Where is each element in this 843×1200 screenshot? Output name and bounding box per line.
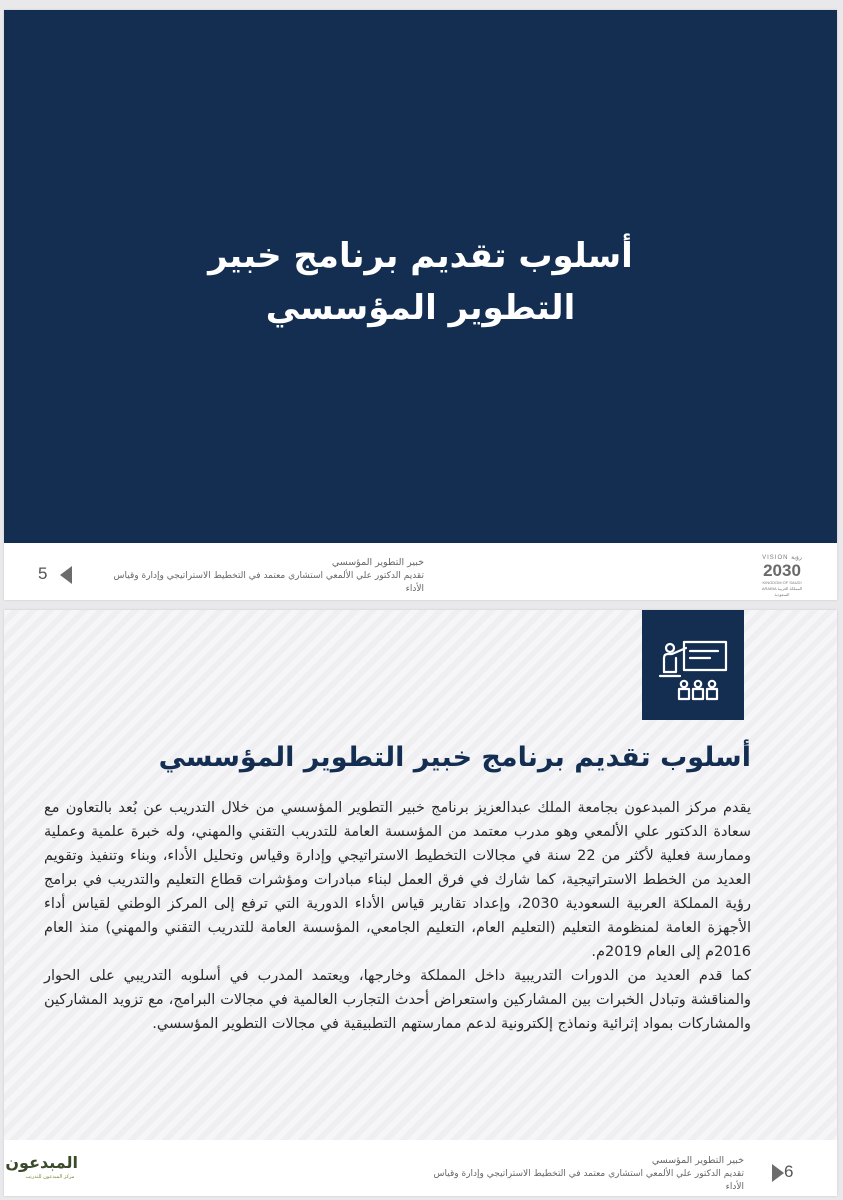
vision-logo-top: VISION رؤية xyxy=(762,555,802,561)
footer-caption xyxy=(414,1154,744,1194)
footer-program-name: خبير التطوير المؤسسي xyxy=(651,1155,744,1166)
cover-panel xyxy=(4,10,837,543)
section-heading: أسلوب تقديم برنامج خبير التطوير المؤسسي xyxy=(158,742,751,773)
footer-presenter: تقديم الدكتور علي الألمعي استشاري معتمد في التخطيط الاستراتيجي وإدارة وقياس الأداء xyxy=(433,1169,744,1192)
presentation-teacher-icon xyxy=(658,638,728,702)
vision-2030-logo xyxy=(757,554,807,597)
page-number: 5 xyxy=(38,564,48,583)
cover-title xyxy=(64,230,777,334)
page-number: 6 xyxy=(784,1162,794,1181)
triangle-marker-icon xyxy=(772,1164,784,1182)
page-number-marker xyxy=(772,1160,832,1186)
page-5 xyxy=(4,10,837,600)
paragraph-1: يقدم مركز المبدعون بجامعة الملك عبدالعزيز برنامج خبير التطوير المؤسسي من خلال التدريب عن بُعد بالتعاون مع سعادة الدكتور علي الألمعي وهو مدرب معتمد من المؤسسة العامة للتدريب التقني والمهني، وله خبرة علمية وعملية وممارسة فعلية لأكثر من 22 سنة في مجالات التخطيط الاستراتيجي وإدارة وقياس وتحليل الأداء، وبناء وتنفيذ وتقويم العديد من الخطط الاستراتيجية، كما شارك في فرق العمل لبناء مبادرات ومؤشرات قطاع التعليم والتدريب في برامج رؤية المملكة العربية السعودية 2030، وإعداد تقارير قياس الأداء الدورية التي ترفع إلى المركز الوطني لقياس أداء الأجهزة العامة لمنظومة التعليم (التعليم العام، التعليم الجامعي، المؤسسة العامة للتدريب التقني والمهني) منذ العام 2016م إلى العام 2019م. xyxy=(44,800,752,960)
body-text xyxy=(44,796,751,1036)
logo-subtext: مركز المبدعون للتدريب xyxy=(25,1174,75,1180)
paragraph-2: كما قدم العديد من الدورات التدريبية داخل المملكة وخارجها، ويعتمد المدرب في أسلوبه التدريبي على الحوار والمناقشة وتبادل الخبرات بين المشاركين واستعراض أحدث التجارب العالمية في مجالات البرامج، مع تزويد المشاركين والمشاركات بمواد إثرائية ونماذج إلكترونية لدعم ممارستهم التطبيقية في مجالات التطوير المؤسسي. xyxy=(44,968,751,1032)
triangle-marker-icon xyxy=(60,566,72,584)
page-footer xyxy=(4,550,837,596)
footer-presenter: تقديم الدكتور علي الألمعي استشاري معتمد في التخطيط الاستراتيجي وإدارة وقياس الأداء xyxy=(113,571,424,594)
mubdioon-logo xyxy=(5,1152,78,1188)
cover-title-line2: التطوير المؤسسي xyxy=(265,288,576,328)
footer-program-name: خبير التطوير المؤسسي xyxy=(331,557,424,568)
footer-caption xyxy=(94,556,424,596)
page-footer xyxy=(4,1148,837,1194)
vision-logo-bottom: KINGDOM OF SAUDI ARABIA المملكة العربية السعودية xyxy=(761,580,803,597)
page-6 xyxy=(4,610,837,1196)
logo-text: المبدعون xyxy=(5,1153,78,1172)
icon-box xyxy=(642,610,744,720)
page-number-marker xyxy=(26,562,86,588)
cover-title-line1: أسلوب تقديم برنامج خبير xyxy=(208,236,633,276)
vision-logo-number: 2030 xyxy=(763,561,801,580)
